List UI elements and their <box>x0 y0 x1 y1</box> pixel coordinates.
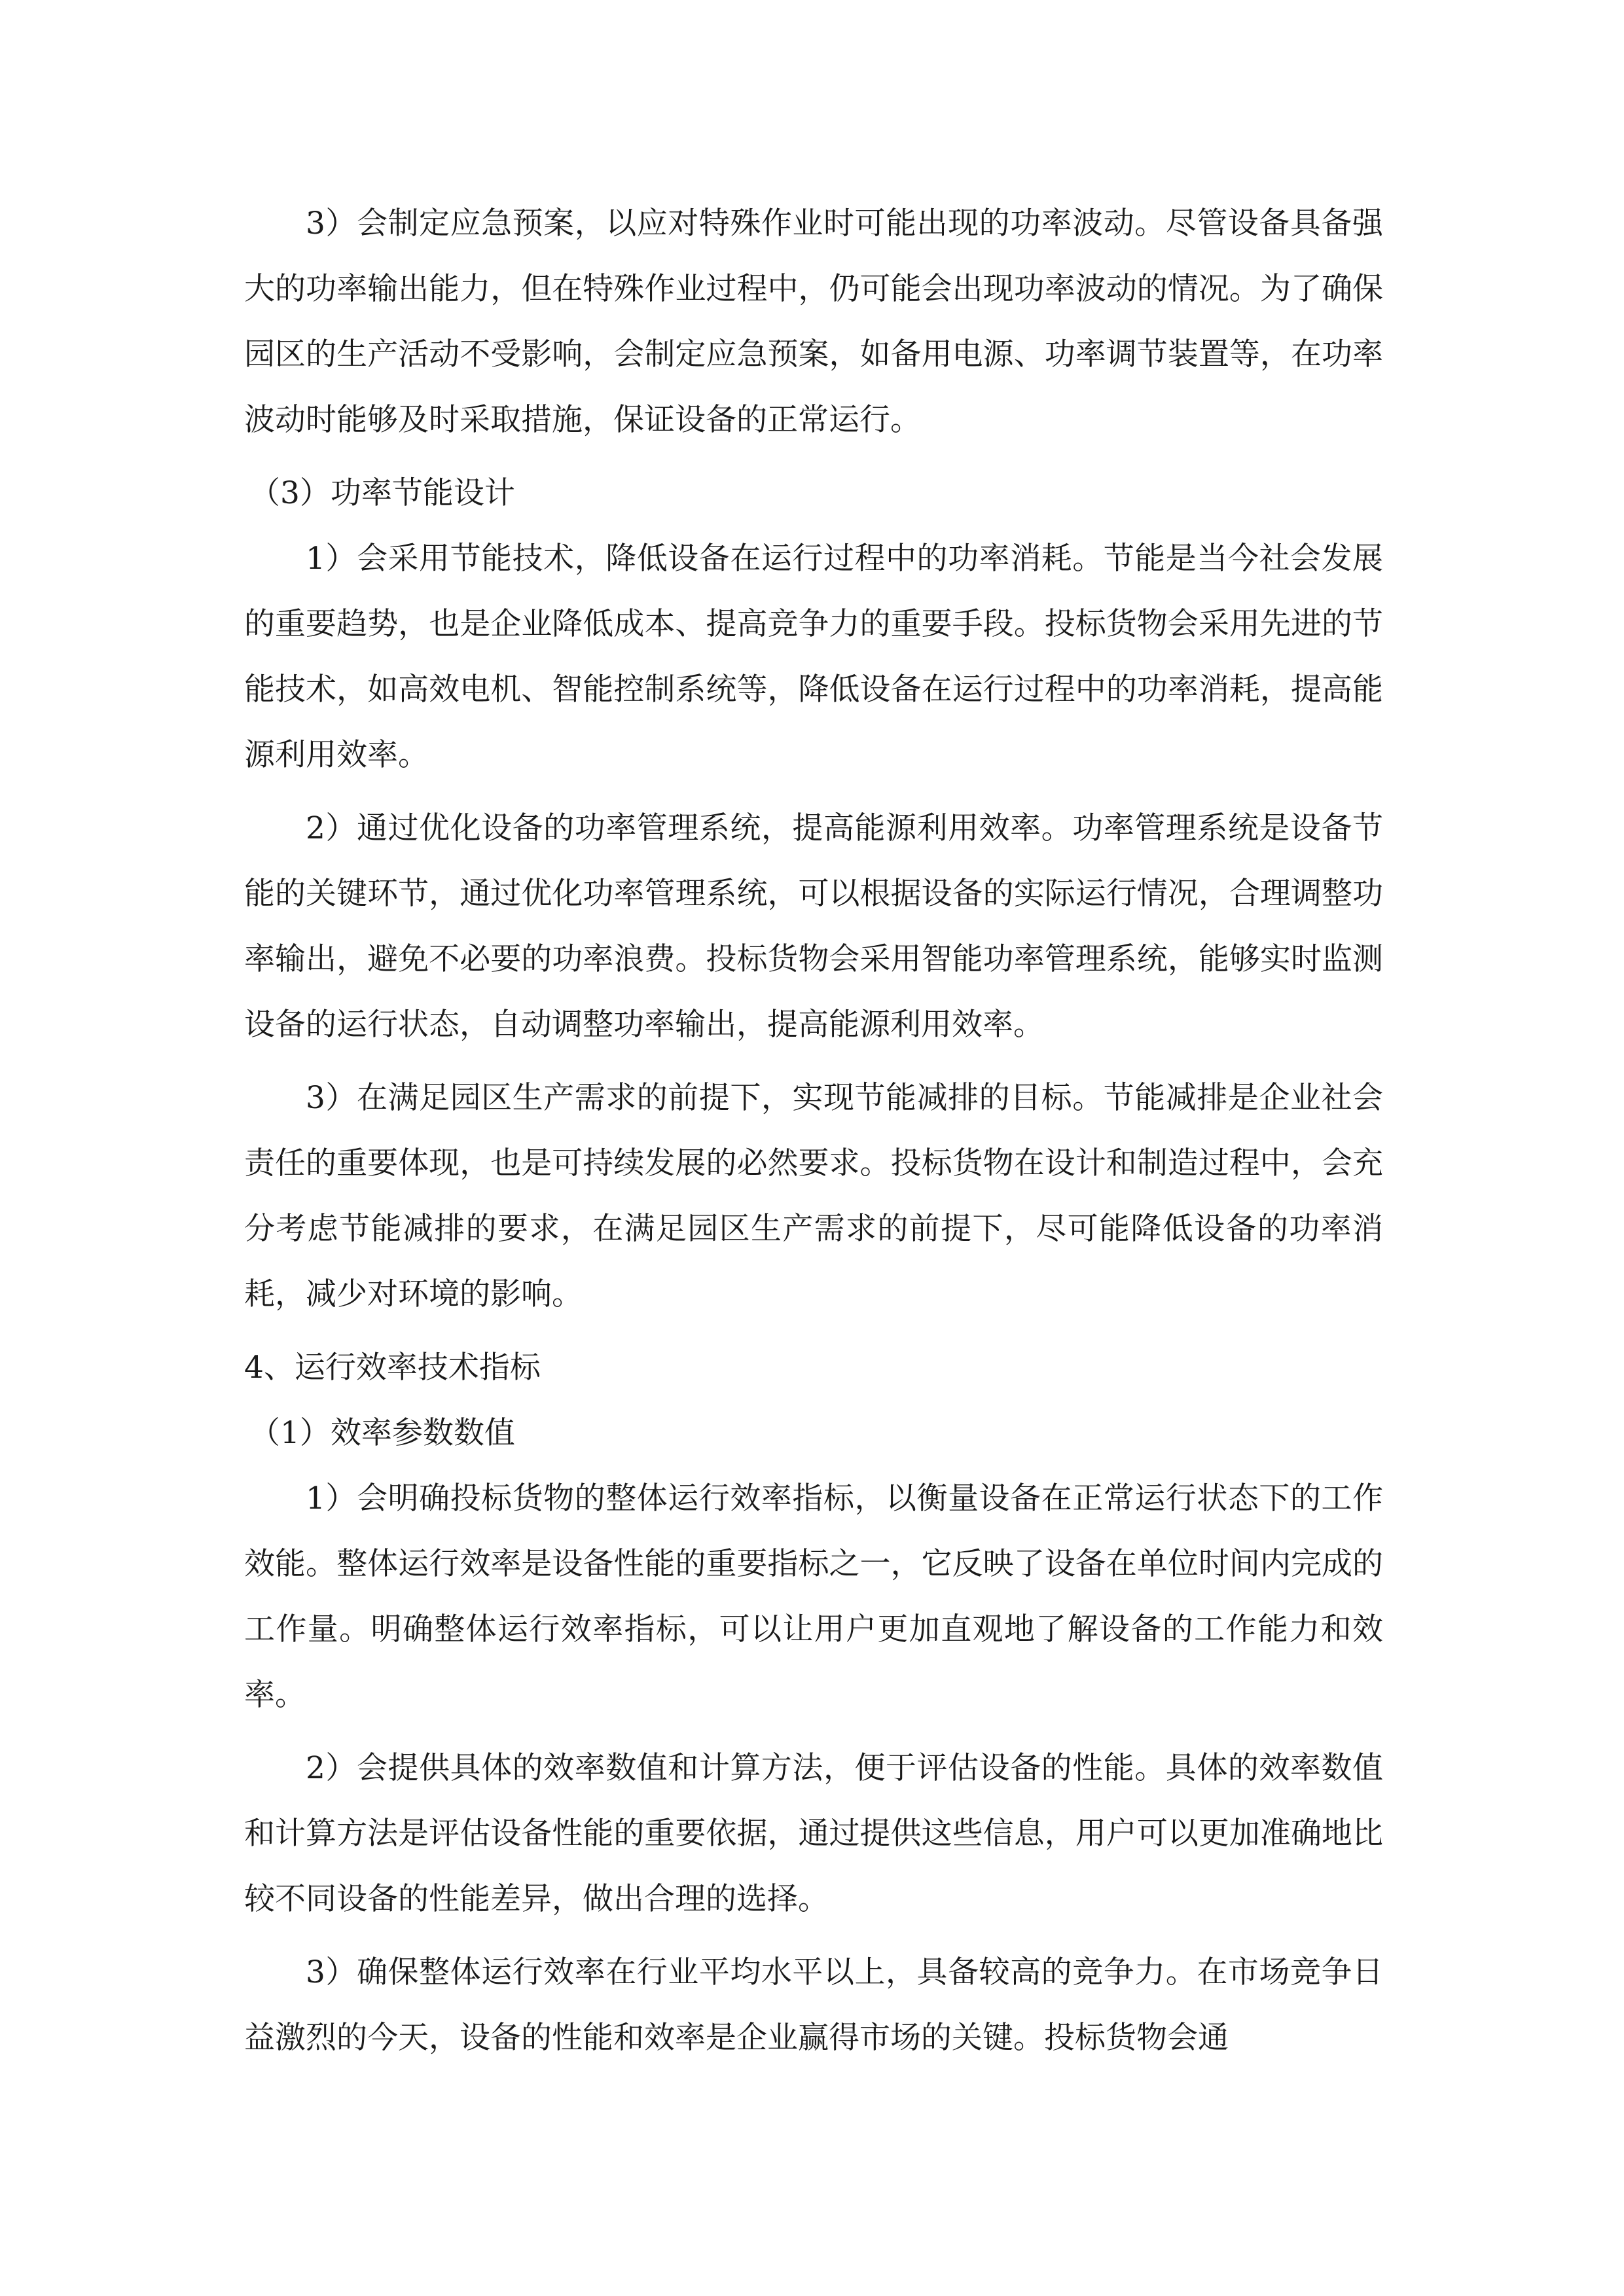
paragraph-emergency-plan: 3）会制定应急预案，以应对特殊作业时可能出现的功率波动。尽管设备具备强大的功率输出能力，但在特殊作业过程中，仍可能会出现功率波动的情况。为了确保园区的生产活动不受影响，会制定应急预案，如备用电源、功率调节装置等，在功率波动时能够及时采取措施，保证设备的正常运行。 <box>244 206 1383 438</box>
paragraph-power-management: 2）通过优化设备的功率管理系统，提高能源利用效率。功率管理系统是设备节能的关键环节，通过优化功率管理系统，可以根据设备的实际运行情况，合理调整功率输出，避免不必要的功率浪费。投标货物会采用智能功率管理系统，能够实时监测设备的运行状态，自动调整功率输出，提高能源利用效率。 <box>244 810 1383 1043</box>
paragraph-overall-efficiency: 1）会明确投标货物的整体运行效率指标，以衡量设备在正常运行状态下的工作效能。整体运行效率是设备性能的重要指标之一，它反映了设备在单位时间内完成的工作量。明确整体运行效率指标，可以让用户更加直观地了解设备的工作能力和效率。 <box>244 1480 1383 1713</box>
paragraph-industry-average: 3）确保整体运行效率在行业平均水平以上，具备较高的竞争力。在市场竞争日益激烈的今天，设备的性能和效率是企业赢得市场的关键。投标货物会通 <box>244 1954 1383 2056</box>
subheading-efficiency-values: （1）效率参数数值 <box>249 1415 515 1451</box>
section-heading-efficiency-indicators: 4、运行效率技术指标 <box>244 1350 541 1386</box>
document-page <box>244 191 1383 2079</box>
paragraph-energy-saving-tech: 1）会采用节能技术，降低设备在运行过程中的功率消耗。节能是当今社会发展的重要趋势，也是企业降低成本、提高竞争力的重要手段。投标货物会采用先进的节能技术，如高效电机、智能控制系统等，降低设备在运行过程中的功率消耗，提高能源利用效率。 <box>244 541 1383 773</box>
paragraph-emission-reduction: 3）在满足园区生产需求的前提下，实现节能减排的目标。节能减排是企业社会责任的重要体现，也是可持续发展的必然要求。投标货物在设计和制造过程中，会充分考虑节能减排的要求，在满足园区生产需求的前提下，尽可能降低设备的功率消耗，减少对环境的影响。 <box>244 1080 1383 1312</box>
subheading-power-saving-design: （3）功率节能设计 <box>249 475 515 511</box>
paragraph-efficiency-calculation: 2）会提供具体的效率数值和计算方法，便于评估设备的性能。具体的效率数值和计算方法是评估设备性能的重要依据，通过提供这些信息，用户可以更加准确地比较不同设备的性能差异，做出合理的选择。 <box>244 1750 1383 1917</box>
